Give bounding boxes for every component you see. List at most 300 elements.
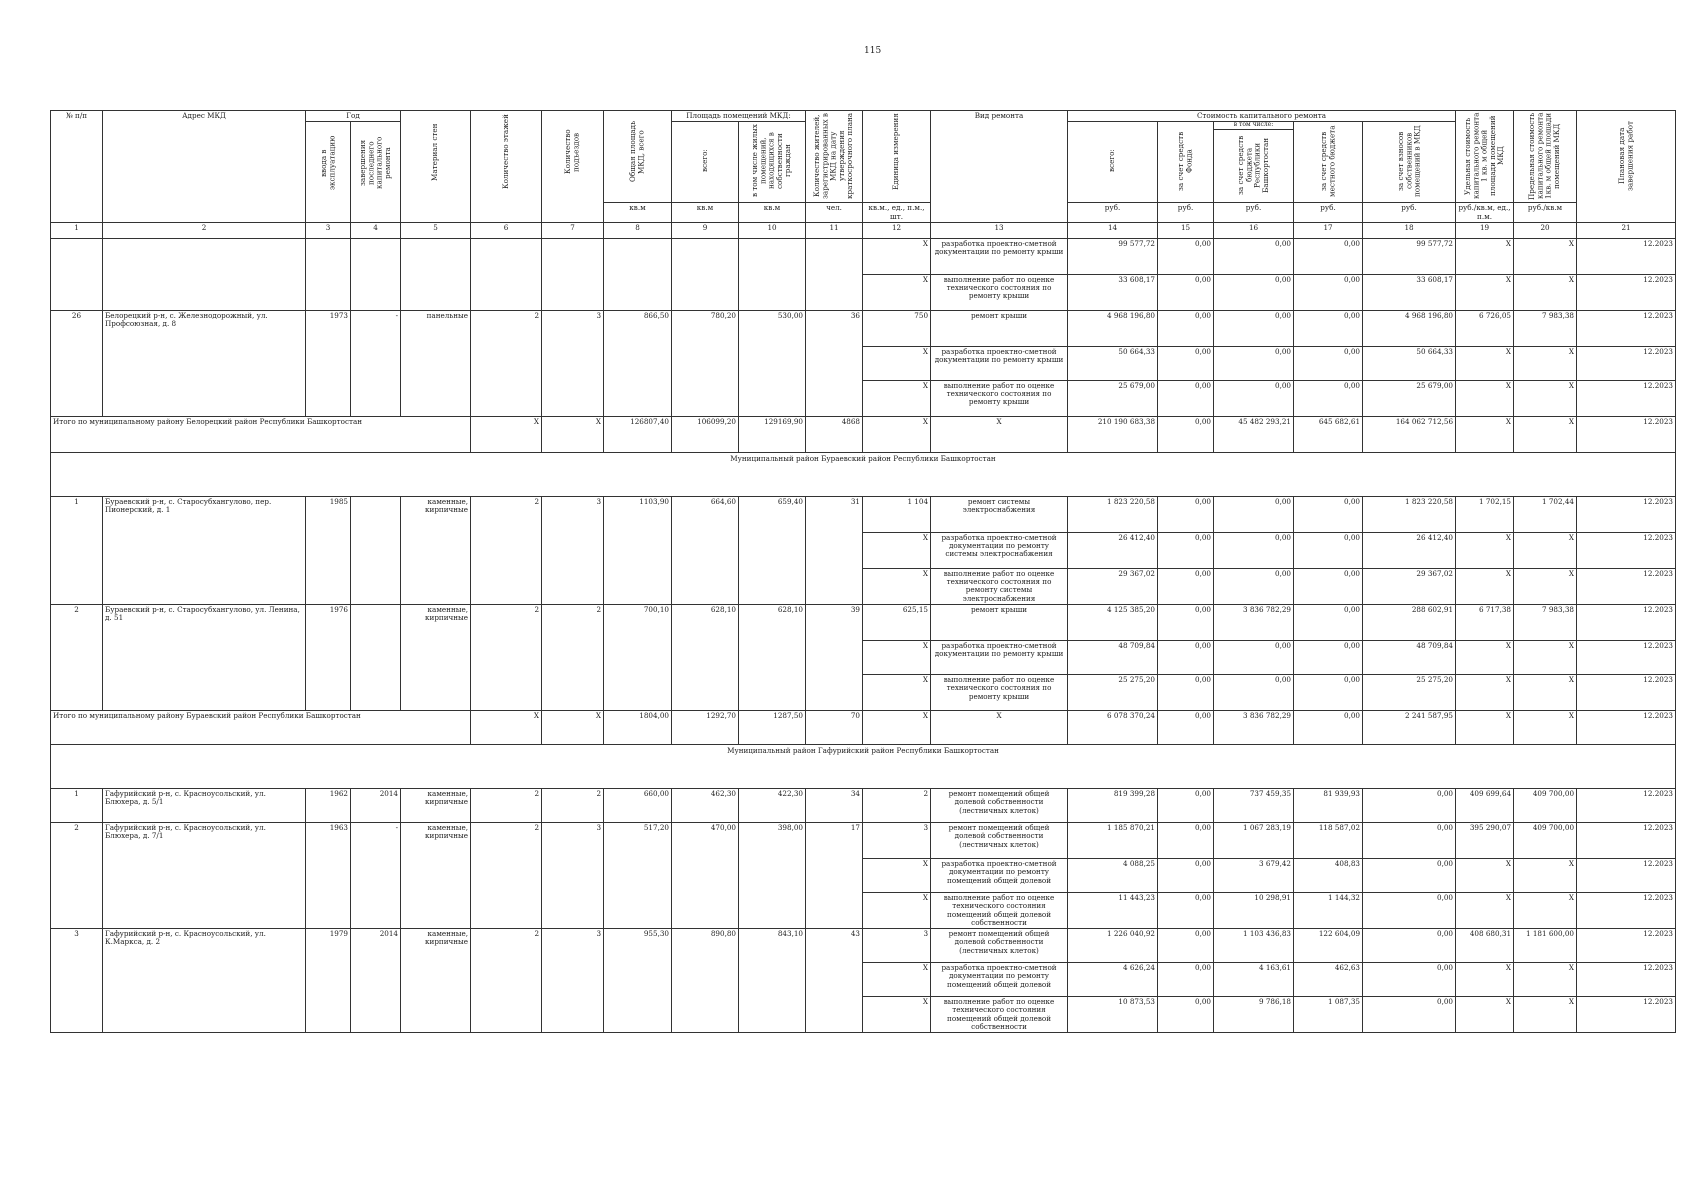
repair-kind: выполнение работ по оценке технического состояния по ремонту крыши [931,674,1068,710]
cost-own: 0,00 [1363,822,1456,858]
cost-total: 210 190 683,38 [1068,416,1158,452]
cost-own: 0,00 [1363,963,1456,997]
end-date: 12.2023 [1577,710,1676,744]
cost-total: 1 226 040,92 [1068,929,1158,963]
end-date: 12.2023 [1577,532,1676,568]
cost-mb: 81 939,93 [1294,788,1363,822]
cost-mb: 0,00 [1294,380,1363,416]
area-owned: 628,10 [739,604,806,710]
cost-mb: 0,00 [1294,496,1363,532]
cost-mb: 0,00 [1294,238,1363,274]
cost-own: 26 412,40 [1363,532,1456,568]
cost-mb: 118 587,02 [1294,822,1363,858]
unit-cell: X [863,532,931,568]
col-num: 14 [1068,222,1158,238]
total-label: Итого по муниципальному району Бураевский район Республики Башкортостан [51,710,471,744]
spec-cost: X [1456,892,1514,928]
residents: 39 [806,604,863,710]
entrances: 2 [542,604,604,710]
cost-total: 4 088,25 [1068,858,1158,892]
area-all: 462,30 [672,788,739,822]
unit-cell: X [863,997,931,1033]
area-all: 470,00 [672,822,739,928]
spec-cost: X [1456,674,1514,710]
unit-kvm: кв.м [604,203,672,223]
end-date: 12.2023 [1577,963,1676,997]
hdr-cost-total: всего: [1107,149,1117,173]
unit-cell: X [863,710,931,744]
floors: 2 [471,929,542,1033]
hdr-cost-own: за счет взносов собственников помещений в МКД [1395,125,1422,198]
wall-material: каменные, кирпичные [401,788,471,822]
cost-rb: 1 067 283,19 [1214,822,1294,858]
cost-rb: 10 298,91 [1214,892,1294,928]
spec-cost: 408 680,31 [1456,929,1514,963]
end-date: 12.2023 [1577,674,1676,710]
hdr-cost-group: Стоимость капитального ремонта [1068,111,1456,122]
cost-total: 99 577,72 [1068,238,1158,274]
end-date: 12.2023 [1577,858,1676,892]
cost-own: 0,00 [1363,788,1456,822]
address: Белорецкий р-н, с. Железнодорожный, ул. Профсоюзная, д. 8 [103,310,306,416]
unit-cell: 3 [863,822,931,858]
entrances: 3 [542,310,604,416]
cost-fund: 0,00 [1158,496,1214,532]
row-number: 2 [51,604,103,710]
cost-mb: 408,83 [1294,858,1363,892]
cost-fund: 0,00 [1158,640,1214,674]
col-num: 2 [103,222,306,238]
residents: 31 [806,496,863,604]
cost-own: 2 241 587,95 [1363,710,1456,744]
repair-kind: ремонт системы электроснабжения [931,496,1068,532]
limit-cost: X [1514,568,1577,604]
total-area: 126807,40 [604,416,672,452]
section-header-row [51,744,1676,788]
col-num: 7 [542,222,604,238]
year-last: - [351,822,401,928]
row-number: 2 [51,822,103,928]
cost-mb: 462,63 [1294,963,1363,997]
spec-cost: 409 699,64 [1456,788,1514,822]
cost-fund: 0,00 [1158,788,1214,822]
year-last: 2014 [351,788,401,822]
address: Гафурийский р-н, с. Красноусольский, ул. Блюхера, д. 7/1 [103,822,306,928]
cost-mb: 0,00 [1294,310,1363,346]
residents: 4868 [806,416,863,452]
year-last: - [351,310,401,416]
cost-rb: 0,00 [1214,380,1294,416]
cost-mb: 0,00 [1294,640,1363,674]
area-owned: 422,30 [739,788,806,822]
repair-kind: разработка проектно-сметной документации по ремонту помещений общей долевой [931,963,1068,997]
spec-cost: 6 717,38 [1456,604,1514,640]
unit-cell: X [863,380,931,416]
hdr-cost-mb: за счет средств местного бюджета [1318,125,1337,198]
residents: 43 [806,929,863,1033]
limit-cost: 1 702,44 [1514,496,1577,532]
end-date: 12.2023 [1577,496,1676,532]
floors: X [471,416,542,452]
spec-cost: 395 290,07 [1456,822,1514,858]
hdr-n: № п/п [51,111,103,223]
cost-fund: 0,00 [1158,929,1214,963]
repair-kind: ремонт крыши [931,604,1068,640]
address: Гафурийский р-н, с. Красноусольский, ул. Блюхера, д. 5/1 [103,788,306,822]
unit-cell: X [863,892,931,928]
cost-rb: 0,00 [1214,674,1294,710]
cost-rb: 0,00 [1214,310,1294,346]
cost-mb: 0,00 [1294,710,1363,744]
cost-rb: 0,00 [1214,532,1294,568]
col-num: 6 [471,222,542,238]
repair-kind: ремонт помещений общей долевой собственности (лестничных клеток) [931,822,1068,858]
cost-own: 29 367,02 [1363,568,1456,604]
cost-total: 48 709,84 [1068,640,1158,674]
residents: 17 [806,822,863,928]
floors: X [471,710,542,744]
cost-own: 33 608,17 [1363,274,1456,310]
section-title: Муниципальный район Бураевский район Республики Башкортостан [51,452,1676,496]
table-row [51,604,1676,640]
unit-cell: X [863,274,931,310]
limit-cost: 1 181 600,00 [1514,929,1577,963]
cost-mb: 0,00 [1294,568,1363,604]
spec-cost: X [1456,380,1514,416]
table-row [51,496,1676,532]
area-owned: 843,10 [739,929,806,1033]
floors: 2 [471,604,542,710]
cost-fund: 0,00 [1158,416,1214,452]
hdr-area-owned: в том числе жилых помещений, находящихся в собственности граждан [750,124,793,198]
year-in: 1963 [306,822,351,928]
col-num: 10 [739,222,806,238]
row-number: 1 [51,788,103,822]
cost-mb: 0,00 [1294,674,1363,710]
hdr-address: Адрес МКД [103,111,306,223]
limit-cost: X [1514,710,1577,744]
col-num: 20 [1514,222,1577,238]
cost-own: 4 968 196,80 [1363,310,1456,346]
wall-material: панельные [401,310,471,416]
area-owned: 1287,50 [739,710,806,744]
cost-total: 6 078 370,24 [1068,710,1158,744]
repair-kind: разработка проектно-сметной документации по ремонту крыши [931,238,1068,274]
end-date: 12.2023 [1577,822,1676,858]
row-number: 1 [51,496,103,604]
col-num: 1 [51,222,103,238]
cost-total: 10 873,53 [1068,997,1158,1033]
cost-rb: 3 836 782,29 [1214,604,1294,640]
cost-total: 819 399,28 [1068,788,1158,822]
spec-cost: X [1456,346,1514,380]
total-area: 660,00 [604,788,672,822]
area-all: 780,20 [672,310,739,416]
hdr-limit-cost: Предельная стоимость капитального ремонта 1кв. м общей площади помещений МКД [1527,112,1562,200]
unit-cell: 750 [863,310,931,346]
unit-cell: 3 [863,929,931,963]
address: Бураевский р-н, с. Старосубхангулово, ул. Ленина, д. 51 [103,604,306,710]
col-num: 13 [931,222,1068,238]
cost-fund: 0,00 [1158,674,1214,710]
unit-cell: X [863,416,931,452]
unit-kvm-3: кв.м [739,203,806,223]
hdr-total-area: Общая площадь МКД, всего [628,121,646,183]
repair-kind: выполнение работ по оценке технического состояния по ремонту крыши [931,380,1068,416]
unit-measure: кв.м., ед., п.м., шт. [863,203,931,223]
col-num: 18 [1363,222,1456,238]
area-all: 1292,70 [672,710,739,744]
repair-kind: X [931,416,1068,452]
area-all: 106099,20 [672,416,739,452]
end-date: 12.2023 [1577,310,1676,346]
col-num: 5 [401,222,471,238]
hdr-kind: Вид ремонта [931,111,1068,223]
cost-rb: 0,00 [1214,640,1294,674]
unit-cell: 1 104 [863,496,931,532]
total-area: 866,50 [604,310,672,416]
spec-cost: X [1456,640,1514,674]
cost-fund: 0,00 [1158,346,1214,380]
unit-limit: руб./кв.м [1514,203,1577,223]
cost-rb: 3 836 782,29 [1214,710,1294,744]
year-in: 1962 [306,788,351,822]
cost-own: 50 664,33 [1363,346,1456,380]
limit-cost: X [1514,238,1577,274]
spec-cost: X [1456,963,1514,997]
cost-own: 288 602,91 [1363,604,1456,640]
unit-rub-5: руб. [1363,203,1456,223]
end-date: 12.2023 [1577,929,1676,963]
cost-own: 0,00 [1363,858,1456,892]
limit-cost: X [1514,416,1577,452]
cost-fund: 0,00 [1158,997,1214,1033]
section-header-row [51,452,1676,496]
col-num: 21 [1577,222,1676,238]
limit-cost: X [1514,380,1577,416]
repair-kind: выполнение работ по оценке технического состояния помещений общей долевой собственности [931,892,1068,928]
spec-cost: X [1456,568,1514,604]
end-date: 12.2023 [1577,892,1676,928]
end-date: 12.2023 [1577,346,1676,380]
hdr-area-group: Площадь помещений МКД: [672,111,806,122]
cost-fund: 0,00 [1158,310,1214,346]
cost-total: 26 412,40 [1068,532,1158,568]
cost-own: 164 062 712,56 [1363,416,1456,452]
residents: 70 [806,710,863,744]
cost-total: 29 367,02 [1068,568,1158,604]
limit-cost: 7 983,38 [1514,604,1577,640]
limit-cost: X [1514,640,1577,674]
cost-mb: 0,00 [1294,346,1363,380]
cost-own: 48 709,84 [1363,640,1456,674]
col-num: 17 [1294,222,1363,238]
total-area: 517,20 [604,822,672,928]
cost-fund: 0,00 [1158,822,1214,858]
hdr-residents: Количество жителей, зарегистрированных в МКД на дату утверждения краткосрочного плана [812,112,855,200]
spec-cost: X [1456,274,1514,310]
hdr-end-date: Плановая дата завершения работ [1616,121,1635,191]
total-area: 955,30 [604,929,672,1033]
row-number: 26 [51,310,103,416]
total-area: 1103,90 [604,496,672,604]
limit-cost: X [1514,963,1577,997]
repair-kind: выполнение работ по оценке технического состояния помещений общей долевой собственности [931,997,1068,1033]
table-row [51,929,1676,963]
cost-own: 99 577,72 [1363,238,1456,274]
total-area: 1804,00 [604,710,672,744]
row-number: 3 [51,929,103,1033]
floors: 2 [471,788,542,822]
residents: 36 [806,310,863,416]
cost-total: 25 679,00 [1068,380,1158,416]
cost-rb: 0,00 [1214,346,1294,380]
entrances: X [542,416,604,452]
limit-cost: X [1514,997,1577,1033]
cost-fund: 0,00 [1158,604,1214,640]
cost-mb: 1 087,35 [1294,997,1363,1033]
limit-cost: 7 983,38 [1514,310,1577,346]
hdr-unit: Единица измерения [891,113,901,191]
section-title: Муниципальный район Гафурийский район Республики Башкортостан [51,744,1676,788]
cost-rb: 9 786,18 [1214,997,1294,1033]
cost-rb: 45 482 293,21 [1214,416,1294,452]
col-num: 3 [306,222,351,238]
col-num: 16 [1214,222,1294,238]
cost-fund: 0,00 [1158,274,1214,310]
spec-cost: X [1456,710,1514,744]
spec-cost: X [1456,416,1514,452]
repair-kind: ремонт помещений общей долевой собственности (лестничных клеток) [931,929,1068,963]
col-num: 15 [1158,222,1214,238]
cost-rb: 3 679,42 [1214,858,1294,892]
address: Бураевский р-н, с. Старосубхангулово, пер. Пионерский, д. 1 [103,496,306,604]
cost-fund: 0,00 [1158,892,1214,928]
hdr-cost-incl: в том числе: [1214,122,1293,130]
year-in: 1979 [306,929,351,1033]
cost-total: 25 275,20 [1068,674,1158,710]
spec-cost: X [1456,997,1514,1033]
floors: 2 [471,310,542,416]
residents: 34 [806,788,863,822]
repair-kind: разработка проектно-сметной документации по ремонту помещений общей долевой [931,858,1068,892]
area-owned: 398,00 [739,822,806,928]
limit-cost: 409 700,00 [1514,822,1577,858]
cost-mb: 1 144,32 [1294,892,1363,928]
year-last: 2014 [351,929,401,1033]
hdr-cost-fund: за счет средств Фонда [1176,131,1194,191]
year-in: 1976 [306,604,351,710]
table-row [51,310,1676,346]
spec-cost: X [1456,238,1514,274]
cost-total: 4 125 385,20 [1068,604,1158,640]
page-number: 115 [864,46,882,56]
hdr-spec-cost: Удельная стоимость капитального ремонта 1 кв. м общей площади помещений МКД [1462,112,1505,200]
spec-cost: X [1456,858,1514,892]
cost-total: 1 823 220,58 [1068,496,1158,532]
area-owned: 530,00 [739,310,806,416]
repair-kind: разработка проектно-сметной документации по ремонту системы электроснабжения [931,532,1068,568]
limit-cost: X [1514,532,1577,568]
unit-chel: чел. [806,203,863,223]
cost-mb: 122 604,09 [1294,929,1363,963]
end-date: 12.2023 [1577,568,1676,604]
unit-cell: 625,15 [863,604,931,640]
end-date: 12.2023 [1577,640,1676,674]
table-row [51,238,1676,274]
unit-cell: X [863,858,931,892]
cost-fund: 0,00 [1158,858,1214,892]
hdr-year: Год [306,111,401,122]
area-all: 890,80 [672,929,739,1033]
end-date: 12.2023 [1577,604,1676,640]
cost-total: 1 185 870,21 [1068,822,1158,858]
area-owned: 129169,90 [739,416,806,452]
total-label: Итого по муниципальному району Белорецкий район Республики Башкортостан [51,416,471,452]
cost-rb: 0,00 [1214,568,1294,604]
repair-kind: выполнение работ по оценке технического состояния по ремонту крыши [931,274,1068,310]
col-num: 12 [863,222,931,238]
cost-fund: 0,00 [1158,963,1214,997]
unit-cell: X [863,346,931,380]
area-all: 664,60 [672,496,739,604]
unit-rub-2: руб. [1158,203,1214,223]
unit-rub-4: руб. [1294,203,1363,223]
hdr-entrances: Количество подъездов [563,129,581,175]
col-num: 19 [1456,222,1514,238]
limit-cost: X [1514,346,1577,380]
wall-material: каменные, кирпичные [401,604,471,710]
col-num: 9 [672,222,739,238]
limit-cost: X [1514,858,1577,892]
cost-rb: 0,00 [1214,238,1294,274]
year-last [351,496,401,604]
cost-total: 50 664,33 [1068,346,1158,380]
entrances: 3 [542,496,604,604]
cost-fund: 0,00 [1158,568,1214,604]
wall-material: каменные, кирпичные [401,929,471,1033]
district-total-row [51,710,1676,744]
end-date: 12.2023 [1577,238,1676,274]
cost-fund: 0,00 [1158,532,1214,568]
repair-kind: ремонт крыши [931,310,1068,346]
repair-kind: разработка проектно-сметной документации по ремонту крыши [931,346,1068,380]
spec-cost: 1 702,15 [1456,496,1514,532]
hdr-year-in: ввода в эксплуатацию [318,136,336,191]
col-num: 8 [604,222,672,238]
unit-rub-1: руб. [1068,203,1158,223]
district-total-row [51,416,1676,452]
floors: 2 [471,822,542,928]
unit-rub-3: руб. [1214,203,1294,223]
end-date: 12.2023 [1577,997,1676,1033]
unit-cell: X [863,568,931,604]
year-in: 1973 [306,310,351,416]
spec-cost: 6 726,05 [1456,310,1514,346]
hdr-area-all: всего: [699,149,709,173]
column-number-row [51,222,1676,238]
repair-kind: разработка проектно-сметной документации по ремонту крыши [931,640,1068,674]
cost-rb: 4 163,61 [1214,963,1294,997]
wall-material: каменные, кирпичные [401,822,471,928]
area-owned: 659,40 [739,496,806,604]
cost-mb: 0,00 [1294,604,1363,640]
cost-own: 25 679,00 [1363,380,1456,416]
area-all: 628,10 [672,604,739,710]
total-area: 700,10 [604,604,672,710]
unit-cell: X [863,640,931,674]
cost-own: 0,00 [1363,892,1456,928]
